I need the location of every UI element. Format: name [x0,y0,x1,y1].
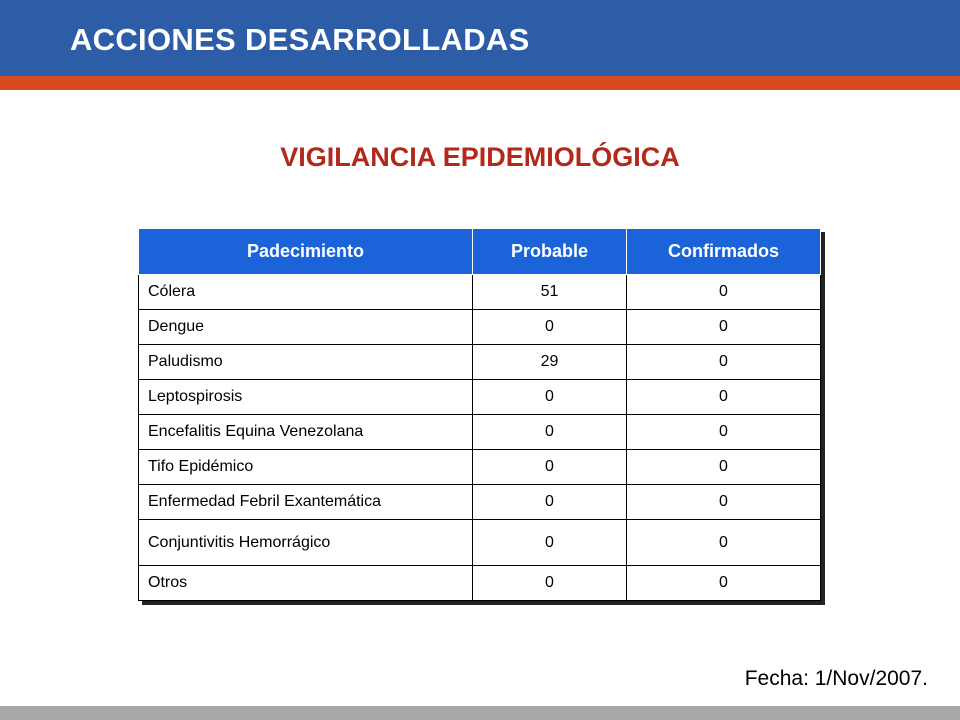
cell-padecimiento: Paludismo [139,345,473,380]
slide-title: VIGILANCIA EPIDEMIOLÓGICA [280,142,680,172]
cell-probable: 0 [473,520,627,566]
cell-confirmados: 0 [627,415,821,450]
cell-padecimiento: Otros [139,566,473,601]
cell-padecimiento: Dengue [139,310,473,345]
cell-confirmados: 0 [627,566,821,601]
table-row [139,275,821,310]
cell-probable: 51 [473,275,627,310]
cell-probable: 0 [473,415,627,450]
cell-probable: 0 [473,485,627,520]
footer-bar [0,706,960,720]
table-row [139,485,821,520]
cell-confirmados: 0 [627,380,821,415]
cell-padecimiento: Enfermedad Febril Exantemática [139,485,473,520]
surveillance-table [138,228,821,601]
table-row [139,380,821,415]
cell-confirmados: 0 [627,520,821,566]
table-row [139,415,821,450]
cell-probable: 0 [473,310,627,345]
cell-confirmados: 0 [627,275,821,310]
cell-probable: 0 [473,450,627,485]
table-row [139,345,821,380]
table-row [139,520,821,566]
table-row [139,566,821,601]
cell-padecimiento: Conjuntivitis Hemorrágico [139,520,473,566]
column-header-probable: Probable [473,229,627,275]
header-stripe [0,76,960,90]
cell-confirmados: 0 [627,310,821,345]
cell-confirmados: 0 [627,345,821,380]
cell-padecimiento: Leptospirosis [139,380,473,415]
column-header-confirmados: Confirmados [627,229,821,275]
cell-confirmados: 0 [627,450,821,485]
cell-padecimiento: Encefalitis Equina Venezolana [139,415,473,450]
cell-probable: 29 [473,345,627,380]
column-header-padecimiento: Padecimiento [139,229,473,275]
cell-padecimiento: Cólera [139,275,473,310]
table-header-row [139,229,821,275]
cell-confirmados: 0 [627,485,821,520]
table-row [139,310,821,345]
surveillance-table-container [138,228,821,601]
header-title: ACCIONES DESARROLLADAS [70,22,530,57]
table-row [139,450,821,485]
footer-date: Fecha: 1/Nov/2007. [744,667,928,690]
cell-padecimiento: Tifo Epidémico [139,450,473,485]
cell-probable: 0 [473,566,627,601]
cell-probable: 0 [473,380,627,415]
